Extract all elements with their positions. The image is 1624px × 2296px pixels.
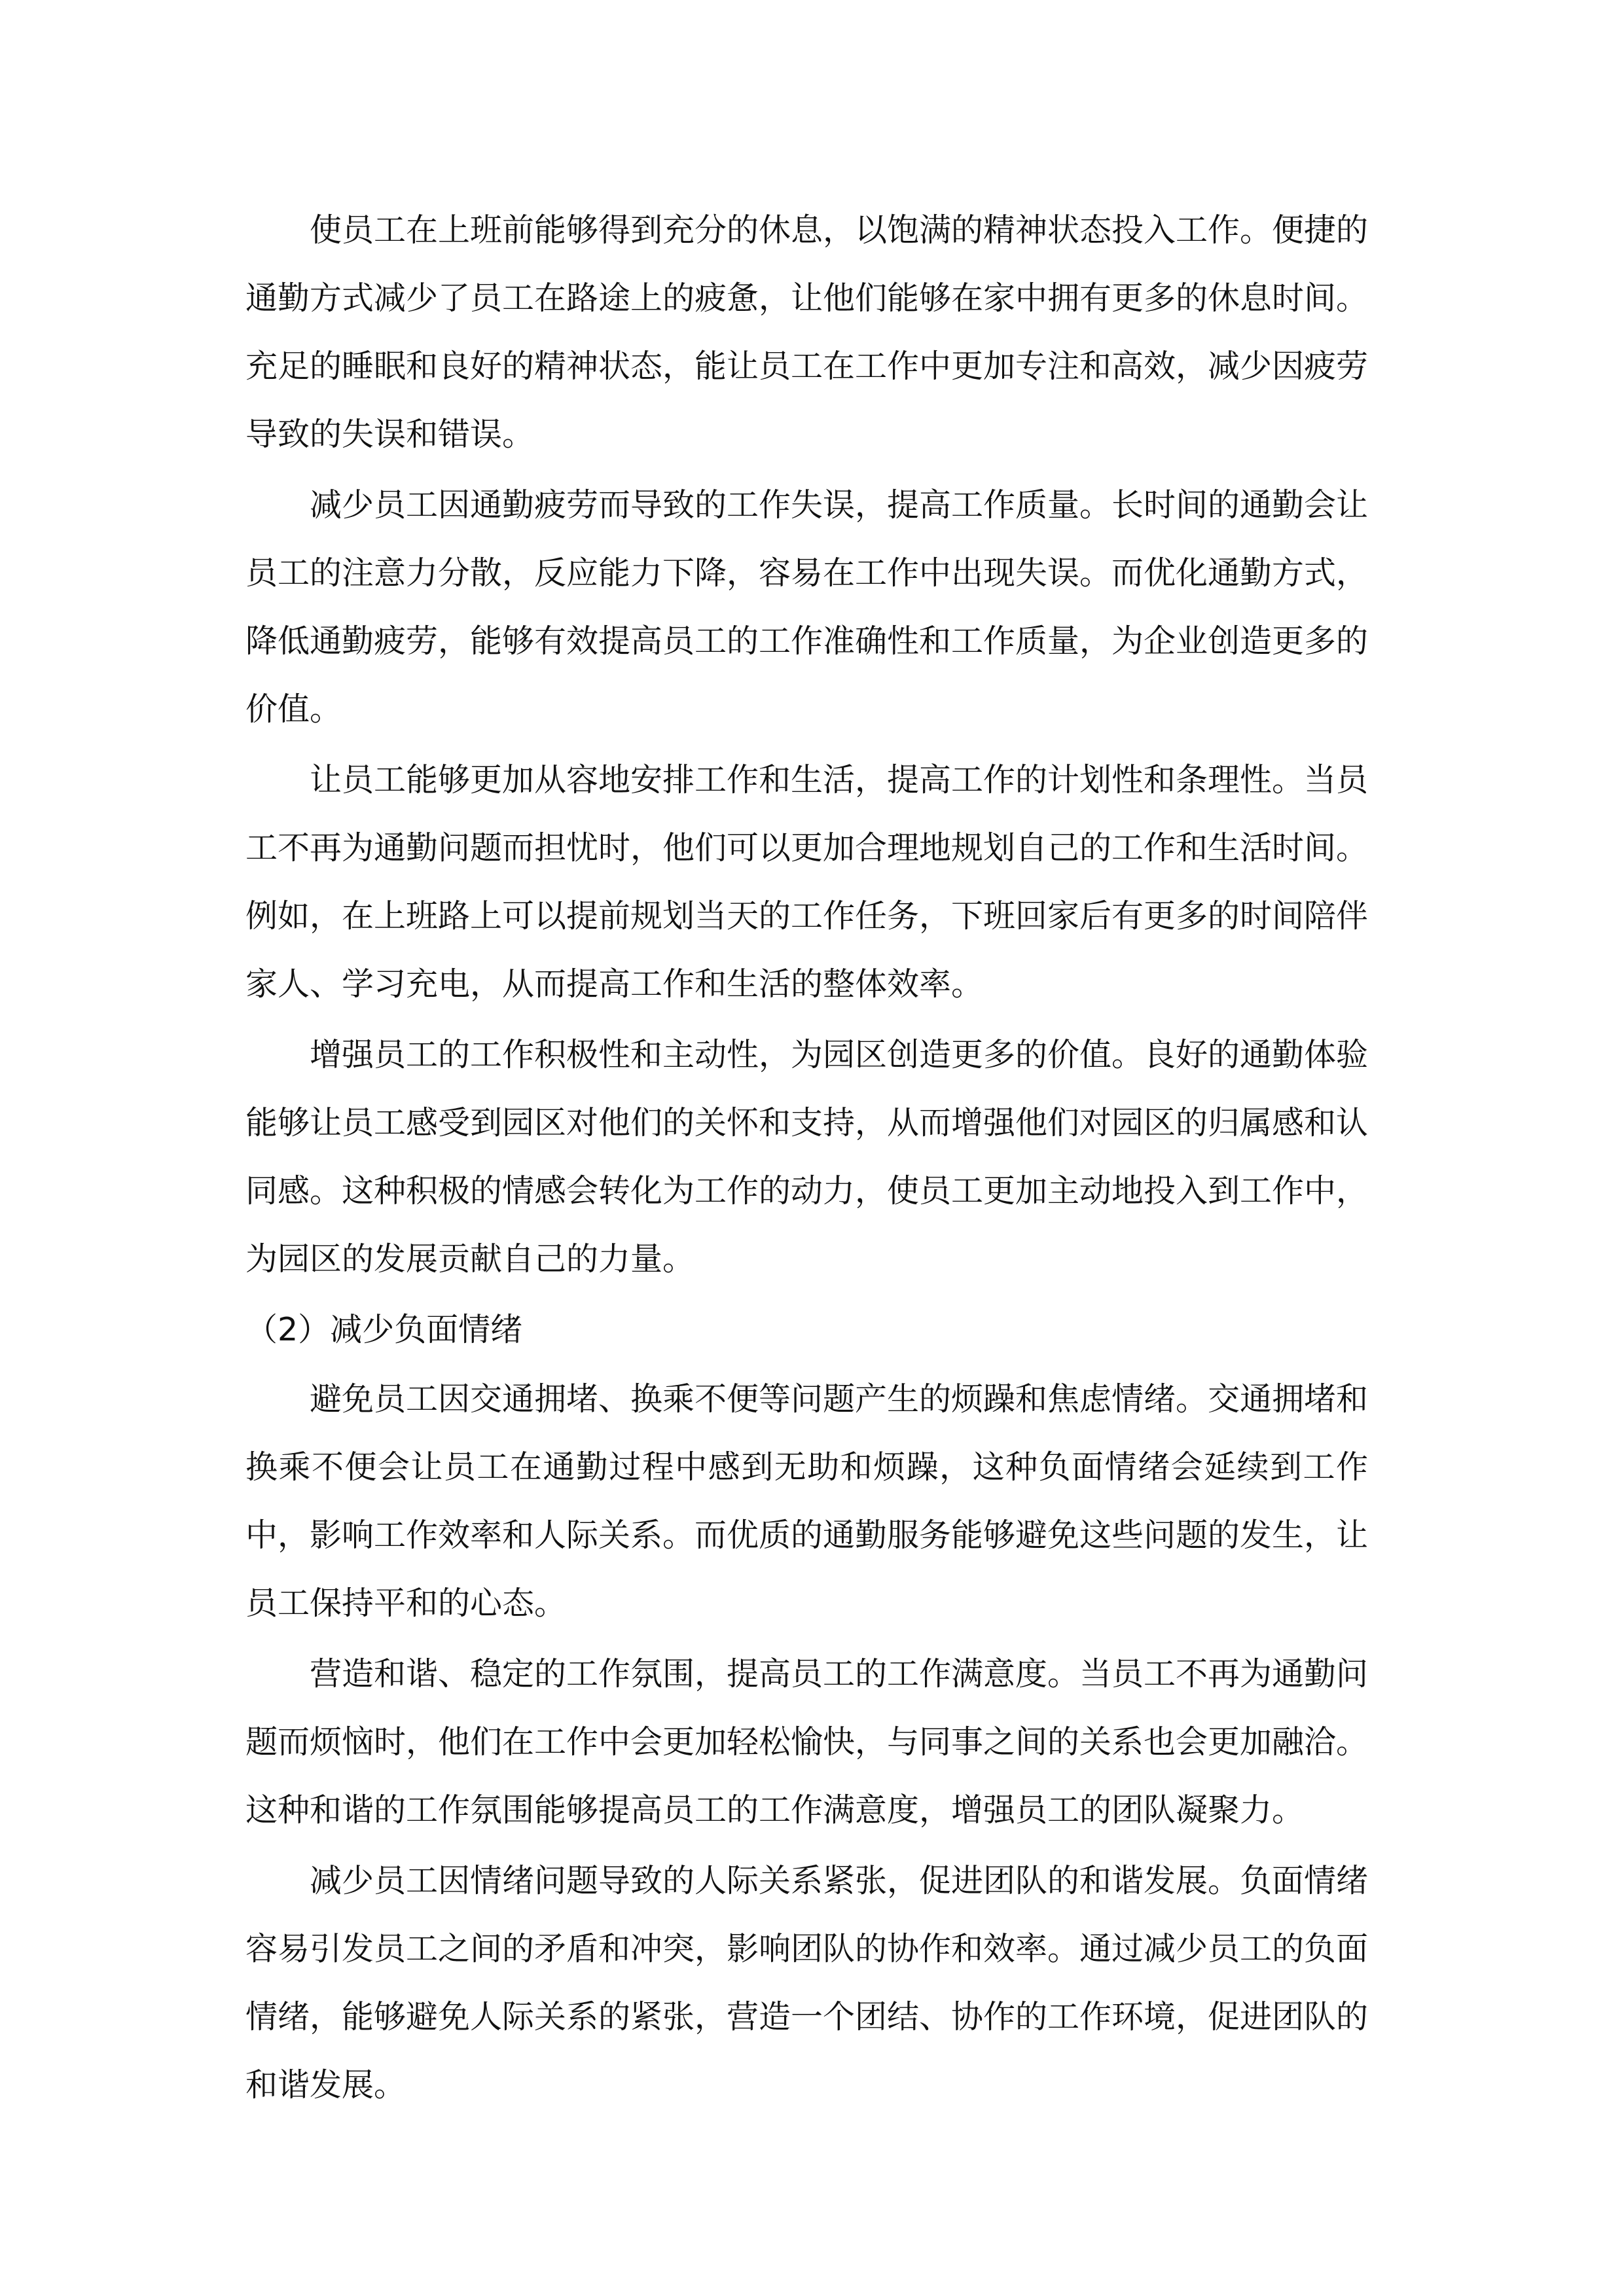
- body-paragraph: 增强员工的工作积极性和主动性，为园区创造更多的价值。良好的通勤体验能够让员工感受到园区对他们的关怀和支持，从而增强他们对园区的归属感和认同感。这种积极的情感会转化为工作的动力，使员工更加主动地投入到工作中，为园区的发展贡献自己的力量。: [245, 1036, 1369, 1278]
- body-paragraph: 使员工在上班前能够得到充分的休息，以饱满的精神状态投入工作。便捷的通勤方式减少了员工在路途上的疲惫，让他们能够在家中拥有更多的休息时间。充足的睡眠和良好的精神状态，能让员工在工作中更加专注和高效，减少因疲劳导致的失误和错误。: [245, 211, 1369, 453]
- document-body: [245, 196, 1368, 2122]
- body-paragraph: 营造和谐、稳定的工作氛围，提高员工的工作满意度。当员工不再为通勤问题而烦恼时，他们在工作中会更加轻松愉快，与同事之间的关系也会更加融洽。这种和谐的工作氛围能够提高员工的工作满意度，增强员工的团队凝聚力。: [245, 1655, 1369, 1829]
- body-paragraph: 避免员工因交通拥堵、换乘不便等问题产生的烦躁和焦虑情绪。交通拥堵和换乘不便会让员工在通勤过程中感到无助和烦躁，这种负面情绪会延续到工作中，影响工作效率和人际关系。而优质的通勤服务能够避免这些问题的发生，让员工保持平和的心态。: [245, 1380, 1369, 1622]
- section-heading: （2）减少负面情绪: [245, 1311, 523, 1348]
- body-paragraph: 减少员工因情绪问题导致的人际关系紧张，促进团队的和谐发展。负面情绪容易引发员工之间的矛盾和冲突，影响团队的协作和效率。通过减少员工的负面情绪，能够避免人际关系的紧张，营造一个团结、协作的工作环境，促进团队的和谐发展。: [245, 1862, 1369, 2104]
- body-paragraph: 减少员工因通勤疲劳而导致的工作失误，提高工作质量。长时间的通勤会让员工的注意力分散，反应能力下降，容易在工作中出现失误。而优化通勤方式，降低通勤疲劳，能够有效提高员工的工作准确性和工作质量，为企业创造更多的价值。: [245, 486, 1369, 728]
- body-paragraph: 让员工能够更加从容地安排工作和生活，提高工作的计划性和条理性。当员工不再为通勤问题而担忧时，他们可以更加合理地规划自己的工作和生活时间。例如，在上班路上可以提前规划当天的工作任务，下班回家后有更多的时间陪伴家人、学习充电，从而提高工作和生活的整体效率。: [245, 761, 1369, 1003]
